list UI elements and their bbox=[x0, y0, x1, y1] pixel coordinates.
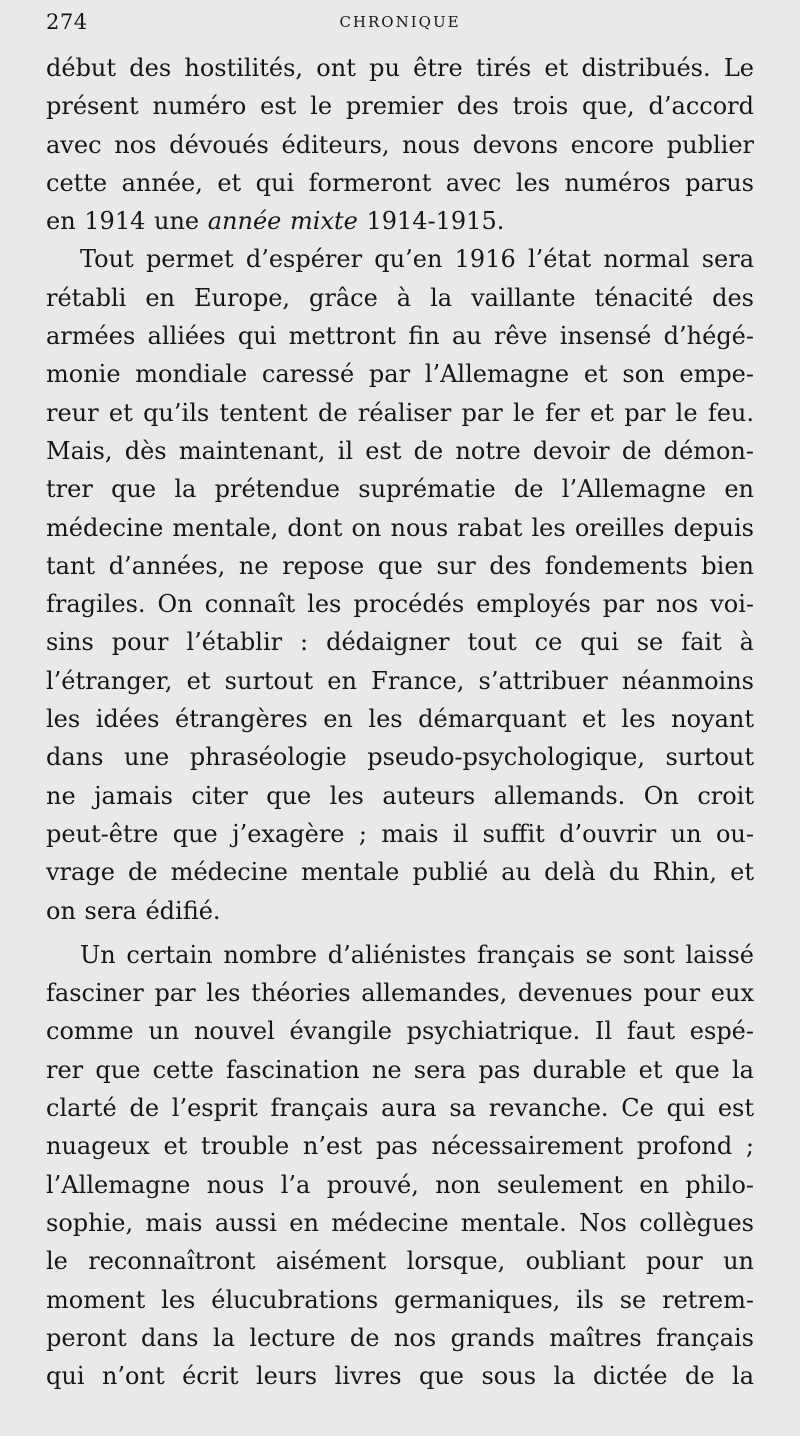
paragraph-1 bbox=[46, 49, 754, 240]
text-line: Un certain nombre d’aliénistes français se sont laissé bbox=[80, 940, 754, 969]
text-line: moment les élucubrations germaniques, ils se retrem- bbox=[46, 1285, 754, 1314]
text-run: 1914-1915. bbox=[357, 207, 505, 236]
text-line: tant d’années, ne repose que sur des fondements bien bbox=[46, 551, 754, 580]
text-line: armées alliées qui mettront fin au rêve insensé d’hégé- bbox=[46, 322, 754, 351]
paragraph-2 bbox=[46, 240, 754, 929]
text-line: peront dans la lecture de nos grands maîtres français bbox=[46, 1323, 754, 1352]
text-line: cette année, et qui formeront avec les numéros parus bbox=[46, 168, 754, 197]
text-line: début des hostilités, ont pu être tirés et distribués. Le bbox=[46, 54, 754, 82]
text-line: présent numéro est le premier des trois que, d’accord bbox=[46, 92, 754, 121]
text-line: trer que la prétendue suprématie de l’Allemagne en bbox=[46, 475, 754, 504]
text-line: peut-être que j’exagère ; mais il suffit d’ouvrir un ou- bbox=[46, 819, 754, 848]
running-head: CHRONIQUE bbox=[339, 13, 461, 31]
paragraph-3 bbox=[46, 936, 754, 1396]
text-line: sins pour l’établir : dédaigner tout ce qui se fait à bbox=[46, 628, 754, 657]
text-line: rer que cette fascination ne sera pas durable et que la bbox=[46, 1055, 754, 1084]
text-line: Mais, dès maintenant, il est de notre devoir de démon- bbox=[46, 436, 754, 465]
text-line: avec nos dévoués éditeurs, nous devons encore publier bbox=[46, 130, 754, 159]
text-line: l’Allemagne nous l’a prouvé, non seulement en philo- bbox=[46, 1170, 754, 1199]
text-run: en 1914 une bbox=[46, 207, 208, 236]
text-line: monie mondiale caressé par l’Allemagne et son empe- bbox=[46, 360, 754, 389]
text-line: Tout permet d’espérer qu’en 1916 l’état normal sera bbox=[80, 245, 754, 274]
text-line: fragiles. On connaît les procédés employés par nos voi- bbox=[46, 590, 754, 619]
text-line: comme un nouvel évangile psychiatrique. Il faut espé- bbox=[46, 1017, 754, 1046]
text-line: l’étranger, et surtout en France, s’attribuer néanmoins bbox=[46, 666, 754, 695]
text-line: fasciner par les théories allemandes, devenues pour eux bbox=[46, 979, 754, 1008]
text-line: rétabli en Europe, grâce à la vaillante ténacité des bbox=[46, 283, 754, 312]
text-line: vrage de médecine mentale publié au delà du Rhin, et bbox=[46, 858, 754, 887]
italic-text: année mixte bbox=[207, 207, 358, 236]
text-line: dans une phraséologie pseudo-psychologique, surtout bbox=[46, 743, 754, 772]
text-line: ne jamais citer que les auteurs allemands. On croit bbox=[46, 781, 754, 810]
text-line: clarté de l’esprit français aura sa revanche. Ce qui est bbox=[46, 1094, 754, 1123]
text-line: qui n’ont écrit leurs livres que sous la dictée de la bbox=[46, 1362, 754, 1391]
text-line: les idées étrangères en les démarquant et les noyant bbox=[46, 705, 754, 734]
text-line-last: on sera édifié. bbox=[46, 896, 221, 925]
bottom-edge-show-through bbox=[60, 1398, 760, 1428]
text-line: le reconnaîtront aisément lorsque, oubliant pour un bbox=[46, 1247, 754, 1276]
text-line: médecine mentale, dont on nous rabat les oreilles depuis bbox=[46, 513, 754, 542]
text-line: reur et qu’ils tentent de réaliser par le fer et par le feu. bbox=[46, 398, 754, 427]
page-number: 274 bbox=[46, 10, 88, 34]
text-line: sophie, mais aussi en médecine mentale. Nos collègues bbox=[46, 1208, 754, 1237]
body-text bbox=[46, 49, 754, 1395]
text-line: nuageux et trouble n’est pas nécessairement profond ; bbox=[46, 1132, 754, 1161]
text-line-last bbox=[46, 202, 754, 240]
